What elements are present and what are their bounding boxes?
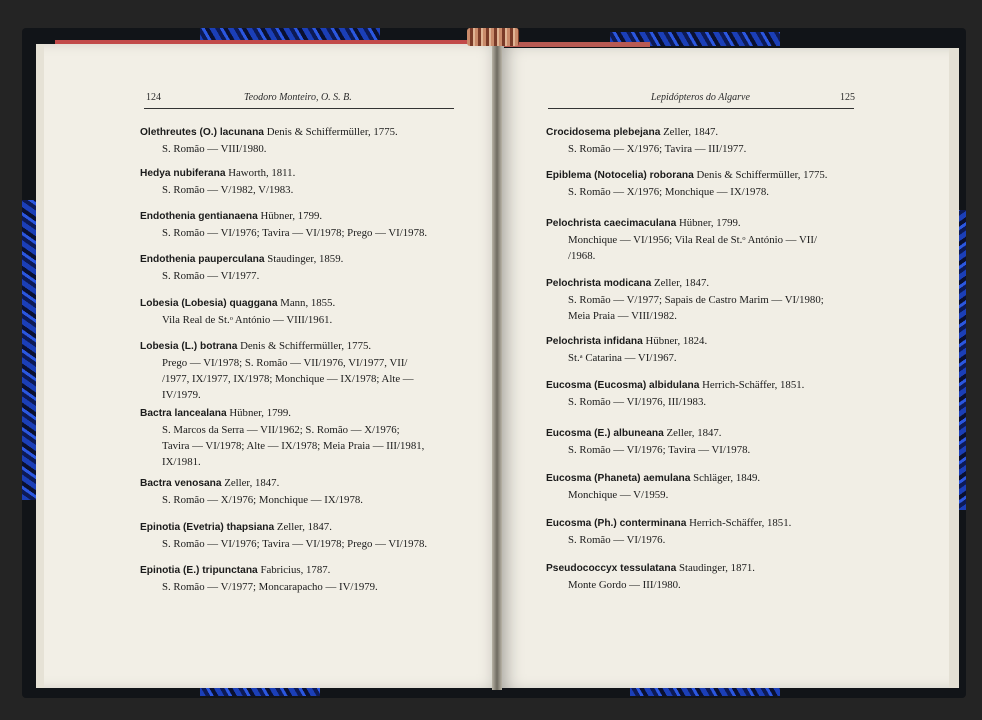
species-author: Hübner, 1799. [260,210,323,222]
record-line: Monchique — VI/1956; Vila Real de St.ᵒ António — VII/ [568,234,817,246]
species-author: Zeller, 1847. [654,277,710,289]
right-running-head: Lepidópteros do Algarve [651,92,750,103]
record-line: S. Romão — V/1977; Moncarapacho — IV/1979. [162,581,378,593]
species-name: Lobesia (Lobesia) quaggana [140,298,278,309]
record-line: IX/1981. [162,456,201,468]
species-entry [140,295,460,328]
species-entry [546,515,866,548]
record-line: S. Romão — VIII/1980. [162,143,267,155]
species-name: Pseudococcyx tessulatana [546,563,677,574]
record-line: St.ᵃ Catarina — VI/1967. [568,352,677,364]
record-line: Tavira — VI/1978; Alte — IX/1978; Meia Praia — III/1981, [162,440,425,452]
species-name: Eucosma (Ph.) conterminana [546,518,687,529]
species-author: Zeller, 1847. [276,521,332,533]
record-line: S. Romão — VI/1976, III/1983. [568,396,707,408]
species-name: Bactra venosana [140,478,222,489]
species-name: Endothenia pauperculana [140,254,265,265]
headband [467,28,519,46]
species-name: Eucosma (Phaneta) aemulana [546,473,691,484]
species-author: Herrich-Schäffer, 1851. [689,517,792,529]
species-entry [546,124,866,157]
species-author: Mann, 1855. [280,297,336,309]
species-entry [546,275,866,324]
species-author: Hübner, 1799. [678,217,741,229]
species-author: Zeller, 1847. [224,477,280,489]
species-name: Pelochrista modicana [546,278,652,289]
left-running-head: Teodoro Monteiro, O. S. B. [244,92,352,103]
species-author: Hübner, 1824. [645,335,708,347]
species-entry [140,251,460,284]
species-name: Pelochrista infidana [546,336,643,347]
species-author: Denis & Schiffermüller, 1775. [696,169,828,181]
species-author: Fabricius, 1787. [260,564,331,576]
species-entry [546,425,866,458]
species-entry [546,167,866,200]
species-author: Denis & Schiffermüller, 1775. [240,340,372,352]
record-line: S. Romão — X/1976; Monchique — IX/1978. [568,186,769,198]
left-page-number: 124 [146,92,161,103]
record-line: S. Romão — VI/1977. [162,270,260,282]
species-entry [140,208,460,241]
record-line: S. Romão — VI/1976. [568,534,666,546]
right-page-number: 125 [840,92,855,103]
species-author: Zeller, 1847. [666,427,722,439]
species-author: Schläger, 1849. [693,472,761,484]
species-name: Crocidosema plebejana [546,127,661,138]
species-name: Epinotia (Evetria) thapsiana [140,522,275,533]
species-entry [140,519,460,552]
record-line: S. Romão — VI/1976; Tavira — VI/1978; Prego — VI/1978. [162,538,428,550]
species-entry [546,333,866,366]
species-name: Lobesia (L.) botrana [140,341,238,352]
record-line: /1968. [568,250,596,262]
record-line: S. Romão — X/1976; Monchique — IX/1978. [162,494,363,506]
left-header-rule [144,108,454,109]
species-author: Haworth, 1811. [228,167,296,179]
species-author: Herrich-Schäffer, 1851. [702,379,805,391]
species-name: Endothenia gentianaena [140,211,258,222]
species-entry [546,560,866,593]
species-entry [546,215,866,264]
record-line: Prego — VI/1978; S. Romão — VII/1976, VI/1977, VII/ [162,357,408,369]
species-author: Staudinger, 1871. [678,562,755,574]
species-author: Zeller, 1847. [663,126,719,138]
record-line: /1977, IX/1977, IX/1978; Monchique — IX/1978; Alte — [162,373,414,385]
species-entry [140,124,460,157]
species-name: Eucosma (Eucosma) albidulana [546,380,700,391]
species-name: Hedya nubiferana [140,168,226,179]
species-author: Staudinger, 1859. [267,253,344,265]
species-name: Bactra lancealana [140,408,227,419]
species-entry [140,338,460,403]
page-edge-red-right [500,42,650,47]
species-name: Epiblema (Notocelia) roborana [546,170,694,181]
species-entry [140,405,460,470]
species-entry [140,562,460,595]
species-name: Olethreutes (O.) lacunana [140,127,264,138]
species-entry [140,165,460,198]
species-name: Epinotia (E.) tripunctana [140,565,258,576]
record-line: S. Romão — V/1982, V/1983. [162,184,294,196]
record-line: Vila Real de St.ᵒ António — VIII/1961. [162,314,333,326]
species-entry [546,470,866,503]
species-entry [140,475,460,508]
species-author: Hübner, 1799. [229,407,291,419]
record-line: S. Romão — VI/1976; Tavira — VI/1978. [568,444,751,456]
right-header-rule [548,108,854,109]
book-gutter [492,44,502,690]
record-line: S. Romão — V/1977; Sapais de Castro Marim — VI/1980; [568,294,824,306]
record-line: Monchique — V/1959. [568,489,669,501]
species-name: Eucosma (E.) albuneana [546,428,664,439]
species-entry [546,377,866,410]
record-line: S. Romão — X/1976; Tavira — III/1977. [568,143,747,155]
cover-pattern-bottom-left [200,688,320,696]
species-author: Denis & Schiffermüller, 1775. [266,126,398,138]
record-line: Monte Gordo — III/1980. [568,579,681,591]
species-name: Pelochrista caecimaculana [546,218,677,229]
record-line: S. Romão — VI/1976; Tavira — VI/1978; Prego — VI/1978. [162,227,428,239]
record-line: IV/1979. [162,389,201,401]
record-line: S. Marcos da Serra — VII/1962; S. Romão — X/1976; [162,424,400,436]
record-line: Meia Praia — VIII/1982. [568,310,677,322]
